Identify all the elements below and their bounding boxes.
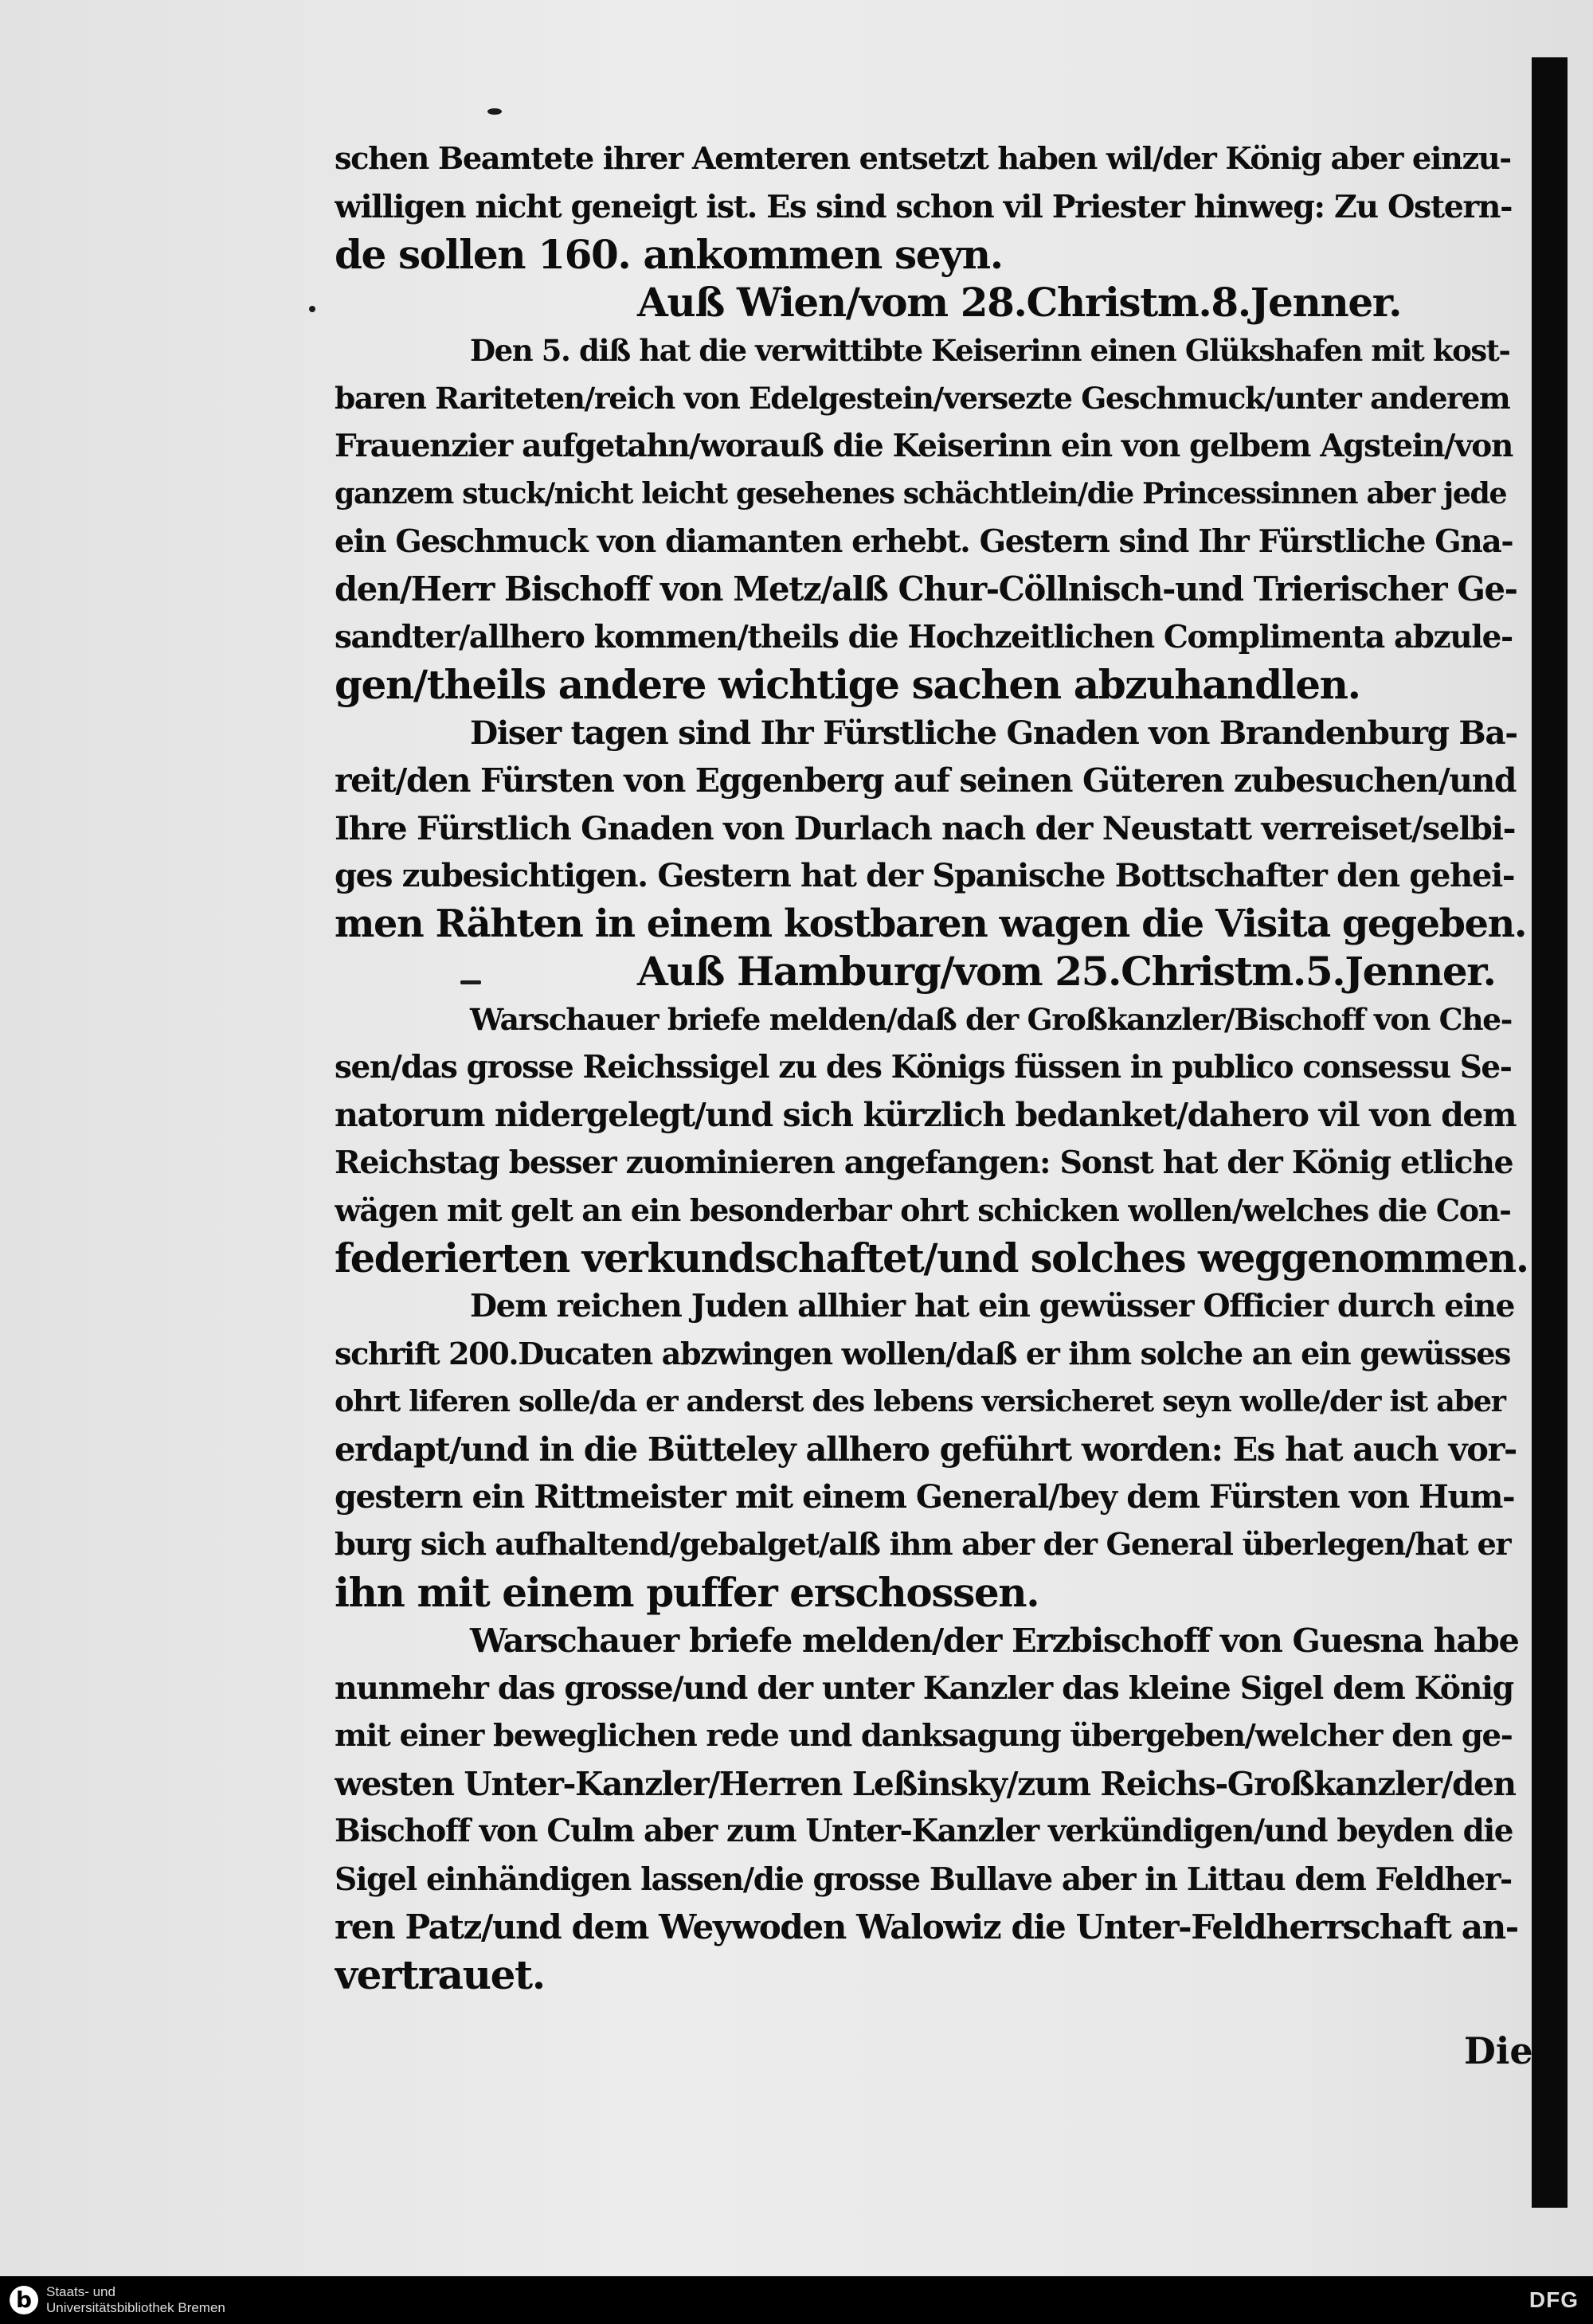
- footer-bar: [0, 2276, 1593, 2324]
- dfg-logo: DFG: [1528, 2287, 1579, 2312]
- text-line: schrift 200.Ducaten abzwingen wollen/daß er ihm solche an ein gewüsses: [335, 1336, 1511, 1371]
- text-line: Diser tagen sind Ihr Fürstliche Gnaden von Brandenburg Ba-: [470, 714, 1517, 752]
- text-line: ges zubesichtigen. Gestern hat der Spanische Bottschafter den gehei-: [335, 857, 1515, 894]
- paragraph: [335, 709, 1529, 948]
- text-line: sen/das grosse Reichssigel zu des Königs füssen in publico consessu Se-: [335, 1049, 1512, 1086]
- paragraph: [335, 996, 1529, 1282]
- text-line: ohrt liferen solle/da er anderst des lebens versicheret seyn wolle/der ist aber: [335, 1384, 1505, 1418]
- text-line: Warschauer briefe melden/der Erzbischoff von Guesna habe: [470, 1621, 1519, 1660]
- catchword: Die: [1464, 2029, 1533, 2072]
- text-line: willigen nicht geneigt ist. Es sind schon vil Priester hinweg: Zu Ostern-: [335, 189, 1513, 225]
- heading-line: Auß Wien/vom 28.Christm.8.Jenner.: [637, 279, 1402, 326]
- text-line: reit/den Fürsten von Eggenberg auf seinen Güteren zubesuchen/und: [335, 761, 1517, 800]
- text-line: gen/theils andere wichtige sachen abzuhandlen.: [335, 661, 1360, 708]
- text-line: Sigel einhändigen lassen/die grosse Bullave aber in Littau dem Feldher-: [335, 1861, 1512, 1898]
- section-heading: [335, 948, 1529, 996]
- institution-name: [46, 2284, 225, 2316]
- text-line: erdapt/und in die Bütteley allhero geführt worden: Es hat auch vor-: [335, 1430, 1517, 1469]
- text-line: Dem reichen Juden allhier hat ein gewüsser Officier durch eine: [470, 1288, 1515, 1324]
- paragraph: [335, 1617, 1529, 1999]
- text-line: federierten verkundschaftet/und solches weggenommen.: [335, 1235, 1528, 1281]
- text-line: ihn mit einem puffer erschossen.: [335, 1569, 1039, 1616]
- institution-line-1: Staats- und: [46, 2284, 115, 2299]
- text-line: den/Herr Bischoff von Metz/alß Chur-Cöllnisch-und Trierischer Ge-: [335, 569, 1517, 608]
- ink-mark: [487, 108, 502, 115]
- paragraph: [335, 1282, 1529, 1617]
- text-line: mit einer beweglichen rede und danksagung übergeben/welcher den ge-: [335, 1718, 1513, 1754]
- text-line: Frauenzier aufgetahn/worauß die Keiserinn ein von gelbem Agstein/von: [335, 428, 1513, 464]
- text-line: Warschauer briefe melden/daß der Großkanzler/Bischoff von Che-: [470, 1002, 1512, 1037]
- text-line: Bischoff von Culm aber zum Unter-Kanzler verkündigen/und beyden die: [335, 1813, 1513, 1849]
- text-line: sandter/allhero kommen/theils die Hochzeitlichen Complimenta abzule-: [335, 619, 1513, 655]
- text-line: ein Geschmuck von diamanten erhebt. Gestern sind Ihr Fürstliche Gna-: [335, 523, 1513, 560]
- ink-mark: [309, 306, 315, 312]
- text-line: burg sich aufhaltend/gebalget/alß ihm aber der General überlegen/hat er: [335, 1527, 1511, 1563]
- paragraph: [335, 327, 1529, 709]
- library-logo-icon: b: [10, 2286, 38, 2314]
- text-line: wägen mit gelt an ein besonderbar ohrt schicken wollen/welches die Con-: [335, 1192, 1511, 1228]
- section-heading: [335, 279, 1529, 327]
- heading-line: Auß Hamburg/vom 25.Christm.5.Jenner.: [637, 948, 1496, 995]
- text-line: nunmehr das grosse/und der unter Kanzler das kleine Sigel dem König: [335, 1670, 1513, 1707]
- institution-line-2: Universitätsbibliothek Bremen: [46, 2300, 225, 2315]
- text-line: de sollen 160. ankommen seyn.: [335, 231, 1003, 278]
- text-line: men Rähten in einem kostbaren wagen die Visita gegeben.: [335, 902, 1527, 946]
- paragraph: [335, 135, 1529, 279]
- text-line: ganzem stuck/nicht leicht gesehenes schächtlein/die Princessinnen aber jede: [335, 476, 1507, 511]
- page-edge-shadow: [1532, 57, 1568, 2208]
- text-line: vertrauet.: [335, 1951, 545, 1998]
- text-line: ren Patz/und dem Weywoden Walowiz die Unter-Feldherrschaft an-: [335, 1907, 1518, 1946]
- text-line: natorum nidergelegt/und sich kürzlich bedanket/dahero vil von dem: [335, 1095, 1517, 1134]
- text-line: Ihre Fürstlich Gnaden von Durlach nach der Neustatt verreiset/selbi-: [335, 809, 1516, 847]
- text-line: Den 5. diß hat die verwittibte Keiserinn einen Glükshafen mit kost-: [470, 333, 1510, 368]
- text-line: baren Rariteten/reich von Edelgestein/versezte Geschmuck/unter anderem: [335, 381, 1510, 416]
- text-line: Reichstag besser zuominieren angefangen: Sonst hat der König etliche: [335, 1144, 1513, 1181]
- newspaper-text-column: [335, 135, 1529, 1999]
- text-line: westen Unter-Kanzler/Herren Leßinsky/zum Reichs-Großkanzler/den: [335, 1765, 1516, 1803]
- text-line: gestern ein Rittmeister mit einem General/bey dem Fürsten von Hum-: [335, 1478, 1515, 1516]
- text-line: schen Beamtete ihrer Aemteren entsetzt haben wil/der König aber einzu-: [335, 141, 1511, 177]
